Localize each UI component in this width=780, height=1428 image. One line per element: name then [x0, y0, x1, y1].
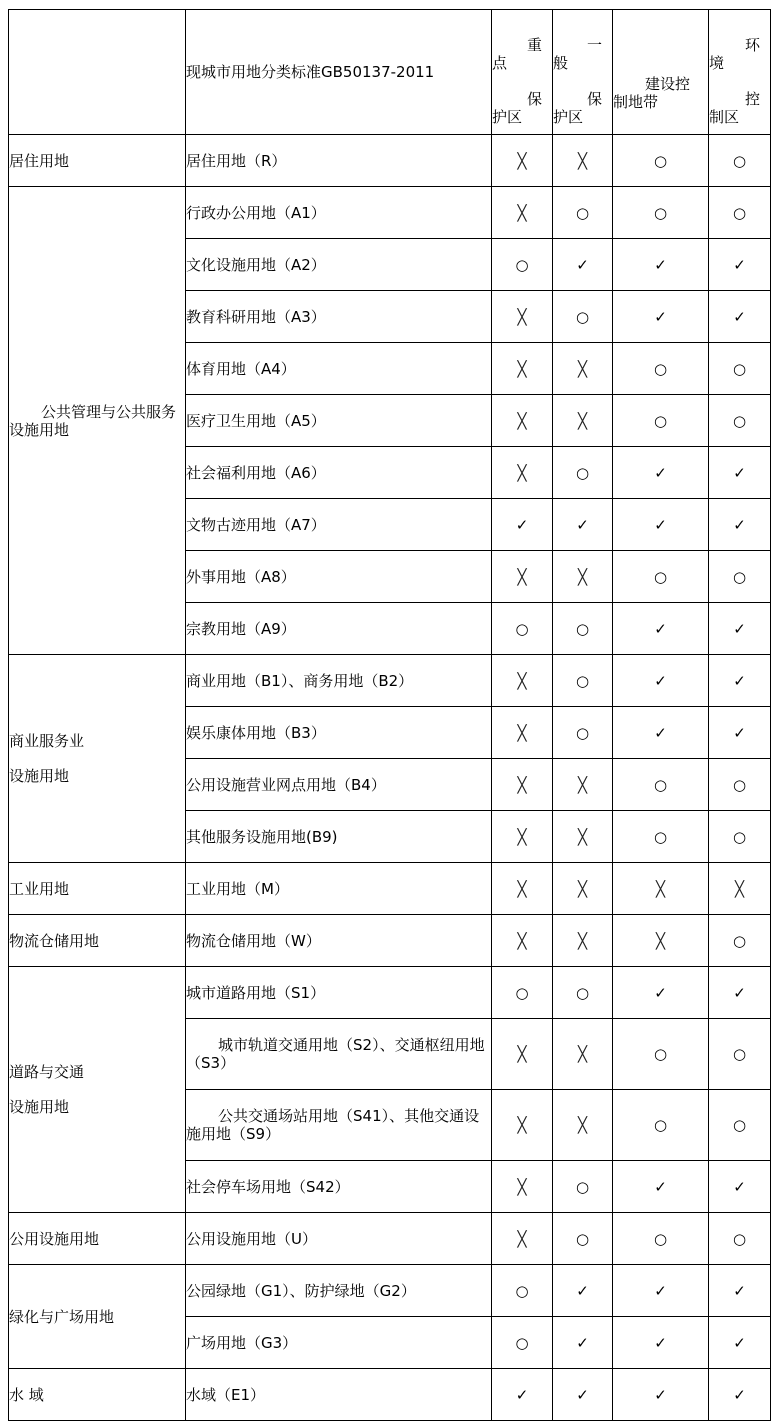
mark-env-control: ○: [709, 759, 771, 811]
header-standard: 现城市用地分类标准GB50137-2011: [186, 10, 492, 135]
mark-key-protection: ○: [492, 1265, 553, 1317]
mark-env-control: ○: [709, 811, 771, 863]
land-use-item: 物流仓储用地（W）: [186, 915, 492, 967]
mark-general-protection: ✓: [553, 1265, 613, 1317]
land-use-item: 水域（E1）: [186, 1369, 492, 1421]
category-cell: [9, 1369, 186, 1421]
table-row: [9, 187, 771, 239]
mark-construction-control: ✓: [613, 447, 709, 499]
mark-construction-control: ✓: [613, 655, 709, 707]
table-row: [9, 967, 771, 1019]
land-use-item: 商业用地（B1）、商务用地（B2）: [186, 655, 492, 707]
category-cell: [9, 1213, 186, 1265]
category-label: 水 域: [9, 1385, 44, 1404]
mark-general-protection: ╳: [553, 915, 613, 967]
header-key-char-2: 点: [492, 54, 508, 72]
mark-construction-control: ✓: [613, 1265, 709, 1317]
category-label: 公用设施用地: [9, 1229, 100, 1248]
mark-env-control: ○: [709, 1019, 771, 1090]
mark-key-protection: ╳: [492, 1161, 553, 1213]
mark-key-protection: ╳: [492, 343, 553, 395]
header-construction-line-1: 建设控: [645, 75, 691, 93]
category-cell: [9, 135, 186, 187]
category-label: 商业服务业: [9, 732, 85, 750]
mark-key-protection: ╳: [492, 291, 553, 343]
mark-key-protection: ╳: [492, 1213, 553, 1265]
category-cell: [9, 655, 186, 863]
land-use-item: 社会停车场用地（S42）: [186, 1161, 492, 1213]
header-key-protection: [492, 10, 553, 135]
mark-construction-control: ○: [613, 759, 709, 811]
category-label: 居住用地: [9, 151, 70, 170]
header-key-char-4: 护区: [492, 108, 523, 126]
category-label: 工业用地: [9, 879, 70, 898]
category-label: 设施用地: [9, 767, 70, 785]
mark-env-control: ✓: [709, 1369, 771, 1421]
header-row: [9, 10, 771, 135]
header-general-char-3: 保: [586, 90, 602, 108]
mark-env-control: ✓: [709, 499, 771, 551]
header-env-char-2: 境: [709, 54, 725, 72]
mark-general-protection: ╳: [553, 1090, 613, 1161]
mark-construction-control: ✓: [613, 1317, 709, 1369]
mark-env-control: ○: [709, 395, 771, 447]
mark-general-protection: ○: [553, 447, 613, 499]
mark-general-protection: ✓: [553, 1317, 613, 1369]
mark-general-protection: ╳: [553, 863, 613, 915]
land-use-item: 文物古迹用地（A7）: [186, 499, 492, 551]
mark-key-protection: ○: [492, 239, 553, 291]
mark-key-protection: ╳: [492, 187, 553, 239]
table-row: [9, 1369, 771, 1421]
land-use-item: 工业用地（M）: [186, 863, 492, 915]
land-use-item: 社会福利用地（A6）: [186, 447, 492, 499]
land-use-item: 公用设施营业网点用地（B4）: [186, 759, 492, 811]
header-blank-cell: [9, 10, 186, 135]
category-cell: [9, 967, 186, 1213]
land-use-item: 广场用地（G3）: [186, 1317, 492, 1369]
category-label: 物流仓储用地: [9, 931, 100, 950]
mark-env-control: ○: [709, 135, 771, 187]
mark-construction-control: ✓: [613, 1161, 709, 1213]
mark-env-control: ✓: [709, 967, 771, 1019]
mark-general-protection: ○: [553, 707, 613, 759]
header-env-char-4: 制区: [709, 108, 740, 126]
mark-env-control: ○: [709, 1090, 771, 1161]
table-row: [9, 135, 771, 187]
mark-key-protection: ✓: [492, 1369, 553, 1421]
mark-general-protection: ✓: [553, 499, 613, 551]
mark-general-protection: ○: [553, 291, 613, 343]
land-use-item: 文化设施用地（A2）: [186, 239, 492, 291]
mark-construction-control: ✓: [613, 291, 709, 343]
land-use-item: 其他服务设施用地(B9): [186, 811, 492, 863]
land-use-item: 体育用地（A4）: [186, 343, 492, 395]
category-cell: [9, 915, 186, 967]
category-label: 设施用地: [9, 1098, 70, 1116]
mark-env-control: ○: [709, 187, 771, 239]
header-general-protection: [553, 10, 613, 135]
mark-construction-control: ✓: [613, 707, 709, 759]
category-cell: [9, 1265, 186, 1369]
mark-general-protection: ✓: [553, 239, 613, 291]
mark-key-protection: ╳: [492, 135, 553, 187]
header-general-char-1: 一: [586, 36, 602, 54]
mark-env-control: ✓: [709, 447, 771, 499]
mark-construction-control: ○: [613, 343, 709, 395]
category-cell: [9, 863, 186, 915]
mark-env-control: ✓: [709, 603, 771, 655]
mark-env-control: ○: [709, 343, 771, 395]
header-general-char-2: 般: [553, 54, 569, 72]
mark-general-protection: ○: [553, 1213, 613, 1265]
category-label: 道路与交通: [9, 1063, 85, 1081]
land-use-item: 公共交通场站用地（S41）、其他交通设施用地（S9）: [186, 1090, 492, 1161]
mark-env-control: ✓: [709, 1317, 771, 1369]
mark-construction-control: ○: [613, 395, 709, 447]
land-use-item: 城市道路用地（S1）: [186, 967, 492, 1019]
mark-key-protection: ╳: [492, 551, 553, 603]
mark-key-protection: ╳: [492, 447, 553, 499]
land-use-item: 教育科研用地（A3）: [186, 291, 492, 343]
mark-general-protection: ╳: [553, 395, 613, 447]
mark-construction-control: ✓: [613, 967, 709, 1019]
land-use-item: 外事用地（A8）: [186, 551, 492, 603]
mark-construction-control: ○: [613, 1213, 709, 1265]
mark-env-control: ✓: [709, 707, 771, 759]
mark-env-control: ○: [709, 551, 771, 603]
mark-construction-control: ✓: [613, 499, 709, 551]
mark-key-protection: ○: [492, 1317, 553, 1369]
mark-key-protection: ╳: [492, 1090, 553, 1161]
mark-construction-control: ○: [613, 1090, 709, 1161]
category-label: 公共管理与公共服务设施用地: [9, 402, 177, 439]
mark-key-protection: ○: [492, 967, 553, 1019]
mark-env-control: ╳: [709, 863, 771, 915]
land-use-item: 城市轨道交通用地（S2）、交通枢纽用地（S3）: [186, 1019, 492, 1090]
table-row: [9, 1265, 771, 1317]
mark-env-control: ○: [709, 915, 771, 967]
mark-construction-control: ○: [613, 187, 709, 239]
mark-construction-control: ○: [613, 135, 709, 187]
mark-env-control: ✓: [709, 239, 771, 291]
mark-construction-control: ○: [613, 811, 709, 863]
mark-general-protection: ╳: [553, 551, 613, 603]
mark-construction-control: ○: [613, 551, 709, 603]
mark-general-protection: ╳: [553, 759, 613, 811]
mark-key-protection: ╳: [492, 811, 553, 863]
mark-key-protection: ╳: [492, 395, 553, 447]
category-label: 绿化与广场用地: [9, 1307, 115, 1326]
mark-construction-control: ✓: [613, 1369, 709, 1421]
mark-construction-control: ○: [613, 1019, 709, 1090]
header-general-char-4: 护区: [553, 108, 584, 126]
mark-general-protection: ○: [553, 967, 613, 1019]
mark-key-protection: ○: [492, 603, 553, 655]
header-construction-control: [613, 10, 709, 135]
table-row: [9, 655, 771, 707]
land-use-item: 医疗卫生用地（A5）: [186, 395, 492, 447]
category-cell: [9, 187, 186, 655]
table-row: [9, 915, 771, 967]
mark-env-control: ✓: [709, 655, 771, 707]
land-use-item: 居住用地（R）: [186, 135, 492, 187]
land-use-item: 宗教用地（A9）: [186, 603, 492, 655]
mark-key-protection: ╳: [492, 863, 553, 915]
mark-key-protection: ╳: [492, 707, 553, 759]
table-row: [9, 863, 771, 915]
mark-general-protection: ╳: [553, 1019, 613, 1090]
mark-general-protection: ○: [553, 655, 613, 707]
mark-general-protection: ○: [553, 187, 613, 239]
mark-key-protection: ╳: [492, 1019, 553, 1090]
mark-general-protection: ╳: [553, 811, 613, 863]
mark-construction-control: ✓: [613, 603, 709, 655]
mark-key-protection: ╳: [492, 915, 553, 967]
mark-general-protection: ✓: [553, 1369, 613, 1421]
mark-general-protection: ╳: [553, 343, 613, 395]
header-env-control: [709, 10, 771, 135]
header-env-char-1: 环: [744, 36, 760, 54]
mark-construction-control: ╳: [613, 915, 709, 967]
land-use-item: 娱乐康体用地（B3）: [186, 707, 492, 759]
header-env-char-3: 控: [744, 90, 760, 108]
header-construction-line-2: 制地带: [613, 93, 659, 111]
mark-general-protection: ○: [553, 603, 613, 655]
mark-general-protection: ○: [553, 1161, 613, 1213]
mark-env-control: ✓: [709, 291, 771, 343]
mark-construction-control: ✓: [613, 239, 709, 291]
mark-key-protection: ╳: [492, 655, 553, 707]
land-use-item: 行政办公用地（A1）: [186, 187, 492, 239]
land-use-item: 公园绿地（G1）、防护绿地（G2）: [186, 1265, 492, 1317]
mark-key-protection: ╳: [492, 759, 553, 811]
land-use-table: [8, 9, 771, 1421]
mark-env-control: ✓: [709, 1265, 771, 1317]
mark-general-protection: ╳: [553, 135, 613, 187]
land-use-item: 公用设施用地（U）: [186, 1213, 492, 1265]
mark-construction-control: ╳: [613, 863, 709, 915]
header-key-char-3: 保: [526, 90, 542, 108]
table-row: [9, 1213, 771, 1265]
mark-env-control: ○: [709, 1213, 771, 1265]
header-key-char-1: 重: [526, 36, 542, 54]
mark-env-control: ✓: [709, 1161, 771, 1213]
mark-key-protection: ✓: [492, 499, 553, 551]
